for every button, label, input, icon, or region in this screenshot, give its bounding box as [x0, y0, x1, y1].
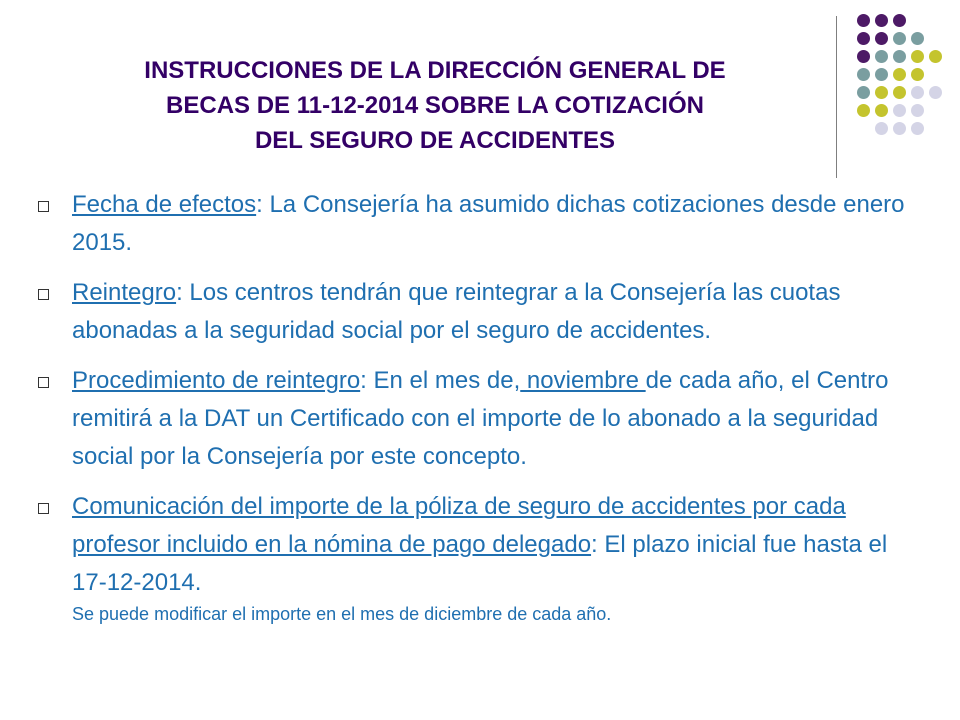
dot: [893, 68, 906, 81]
dot: [893, 104, 906, 117]
decorative-dot-grid: [848, 12, 948, 162]
title-line-1: INSTRUCCIONES DE LA DIRECCIÓN GENERAL DE: [144, 57, 726, 84]
dot: [875, 86, 888, 99]
underlined-month: noviembre: [520, 367, 646, 394]
bullet-item-procedimiento: [30, 362, 920, 476]
bullet-text-continued: de cada año, el Centro remitirá a la DAT un Certificado con el importe de lo abonado a la seguridad social por la Consejería por este concepto.: [72, 367, 889, 470]
bullet-label-link[interactable]: Reintegro: [72, 279, 177, 306]
dot: [929, 50, 942, 63]
bullet-note: Se puede modificar el importe en el mes de diciembre de cada año.: [72, 604, 612, 624]
dot: [875, 50, 888, 63]
title-line-3: DEL SEGURO DE ACCIDENTES: [254, 126, 616, 154]
bullet-label-link[interactable]: Procedimiento de reintegro: [72, 367, 361, 394]
dot: [875, 104, 888, 117]
dot: [911, 104, 924, 117]
bullet-item-fecha-efectos: [30, 186, 920, 262]
dot: [893, 14, 906, 27]
bullet-label-link[interactable]: Comunicación del importe de la póliza de seguro de accidentes por cada profesor incluido en la nómina de pago delegado: [72, 493, 846, 558]
dot: [893, 32, 906, 45]
dot: [893, 50, 906, 63]
bullet-item-comunicacion: [30, 488, 920, 626]
bullet-text: : En el mes de,: [360, 367, 521, 394]
bullet-text: : La Consejería ha asumido dichas cotizaciones desde enero 2015.: [72, 191, 905, 256]
bullet-item-reintegro: [30, 274, 920, 350]
bullet-text: : El plazo inicial fue hasta el 17-12-2014.: [72, 531, 888, 596]
bullet-list: [30, 186, 920, 638]
square-bullet-icon: [38, 289, 49, 300]
dot: [911, 68, 924, 81]
dot: [911, 32, 924, 45]
dot: [893, 122, 906, 135]
dot: [857, 50, 870, 63]
bullet-label-link[interactable]: Fecha de efectos: [72, 191, 257, 218]
square-bullet-icon: [38, 377, 49, 388]
dot: [875, 32, 888, 45]
dot: [875, 122, 888, 135]
dot: [875, 14, 888, 27]
dot: [893, 86, 906, 99]
dot: [911, 86, 924, 99]
dot: [857, 32, 870, 45]
dot: [875, 68, 888, 81]
dot: [857, 104, 870, 117]
dot: [857, 14, 870, 27]
dot: [929, 86, 942, 99]
title-line-2: BECAS DE 11-12-2014 SOBRE LA COTIZACIÓN: [166, 91, 704, 119]
dot: [911, 50, 924, 63]
title-divider-line: [836, 16, 837, 178]
dot: [857, 68, 870, 81]
dot: [857, 86, 870, 99]
slide-title: [40, 54, 830, 158]
bullet-text: : Los centros tendrán que reintegrar a la Consejería las cuotas abonadas a la seguridad social por el seguro de accidentes.: [72, 279, 841, 344]
square-bullet-icon: [38, 503, 49, 514]
square-bullet-icon: [38, 201, 49, 212]
dot: [911, 122, 924, 135]
